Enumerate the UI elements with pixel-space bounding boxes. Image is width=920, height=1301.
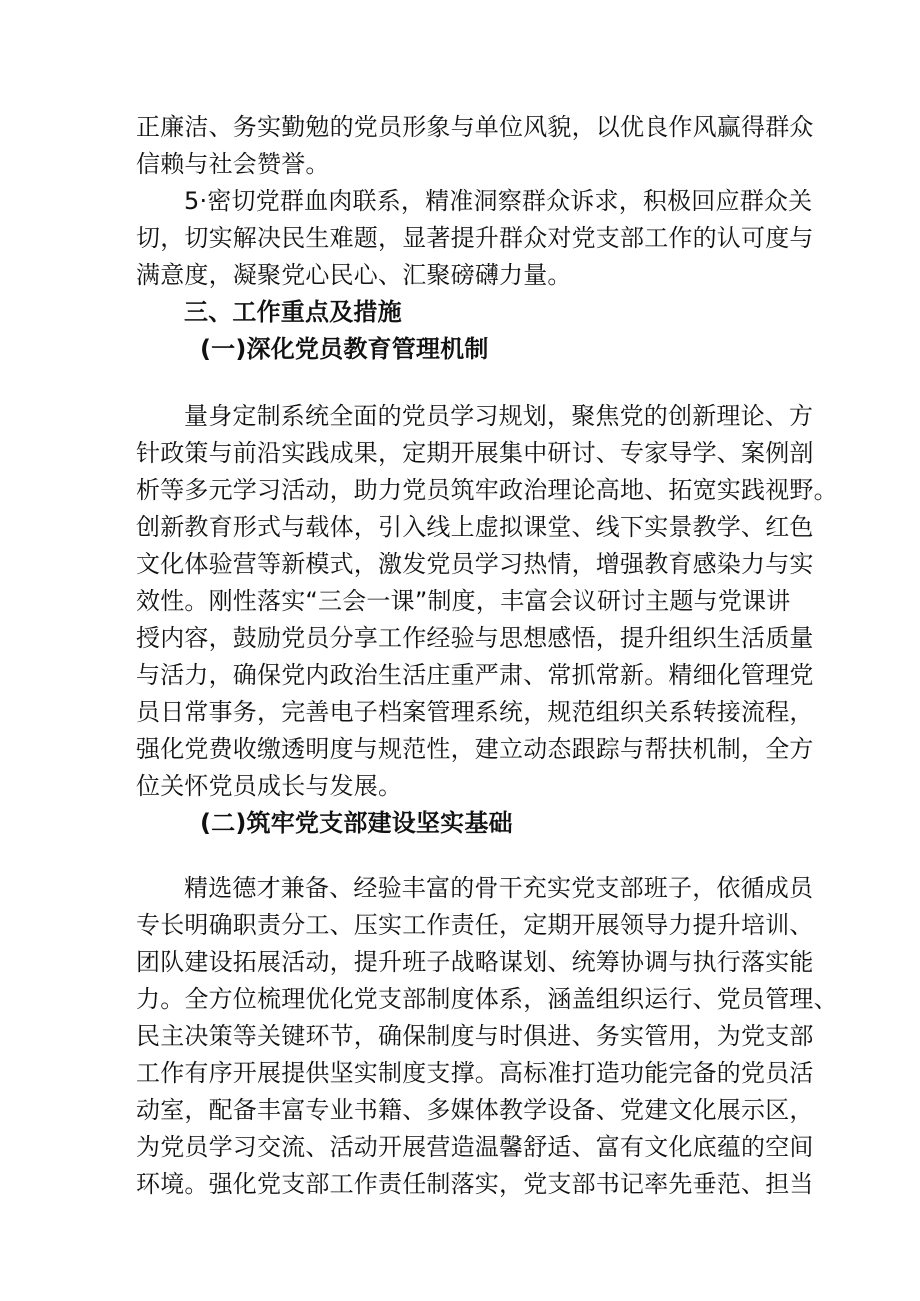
paragraph-line: 析等多元学习活动，助力党员筑牢政治理论高地、拓宽实践视野。	[136, 476, 838, 504]
paragraph-line: 为党员学习交流、活动开展营造温馨舒适、富有文化底蕴的空间	[136, 1133, 814, 1161]
paragraph-line: 效性。刚性落实“三会一课”制度，丰富会议研讨主题与党课讲	[136, 587, 791, 615]
paragraph-line: 切，切实解决民生难题，显著提升群众对党支部工作的认可度与	[136, 224, 814, 252]
paragraph-line: 满意度，凝聚党心民心、汇聚磅礴力量。	[136, 261, 572, 289]
paragraph-line: 文化体验营等新模式，激发党员学习热情，增强教育感染力与实	[136, 550, 814, 578]
paragraph-line: 5·密切党群血肉联系，精准洞察群众诉求，积极回应群众关	[184, 187, 813, 215]
paragraph-line: 环境。强化党支部工作责任制落实，党支部书记率先垂范、担当	[136, 1170, 814, 1198]
paragraph-line: 专长明确职责分工、压实工作责任，定期开展领导力提升培训、	[136, 911, 814, 939]
paragraph-line: 信赖与社会赞誉。	[136, 150, 330, 178]
paragraph-line: 工作有序开展提供坚实制度支撑。高标准打造功能完备的党员活	[136, 1059, 814, 1087]
paragraph-line: 针政策与前沿实践成果，定期开展集中研讨、专家导学、案例剖	[136, 439, 814, 467]
paragraph-line: 正廉洁、务实勤勉的党员形象与单位风貌，以优良作风赢得群众	[136, 113, 814, 141]
paragraph-line: 强化党费收缴透明度与规范性，建立动态跟踪与帮扶机制，全方	[136, 735, 814, 763]
paragraph-line: 量身定制系统全面的党员学习规划，聚焦党的创新理论、方	[184, 402, 814, 430]
paragraph-line: 民主决策等关键环节，确保制度与时俱进、务实管用，为党支部	[136, 1022, 814, 1050]
paragraph-line: 授内容，鼓励党员分享工作经验与思想感悟，提升组织生活质量	[136, 624, 814, 652]
paragraph-line: 位关怀党员成长与发展。	[136, 772, 403, 800]
subsection-heading: (二)筑牢党支部建设坚实基础	[200, 809, 513, 837]
paragraph-line: 精选德才兼备、经验丰富的骨干充实党支部班子，依循成员	[184, 874, 814, 902]
paragraph-line: 与活力，确保党内政治生活庄重严肃、常抓常新。精细化管理党	[136, 661, 814, 689]
paragraph-line: 团队建设拓展活动，提升班子战略谋划、统筹协调与执行落实能	[136, 948, 814, 976]
section-heading: 三、工作重点及措施	[184, 298, 402, 326]
paragraph-line: 动室，配备丰富专业书籍、多媒体教学设备、党建文化展示区，	[136, 1096, 814, 1124]
paragraph-line: 力。全方位梳理优化党支部制度体系，涵盖组织运行、党员管理、	[136, 985, 838, 1013]
paragraph-line: 员日常事务，完善电子档案管理系统，规范组织关系转接流程，	[136, 698, 814, 726]
subsection-heading: (一)深化党员教育管理机制	[200, 335, 489, 363]
paragraph-line: 创新教育形式与载体，引入线上虚拟课堂、线下实景教学、红色	[136, 513, 814, 541]
